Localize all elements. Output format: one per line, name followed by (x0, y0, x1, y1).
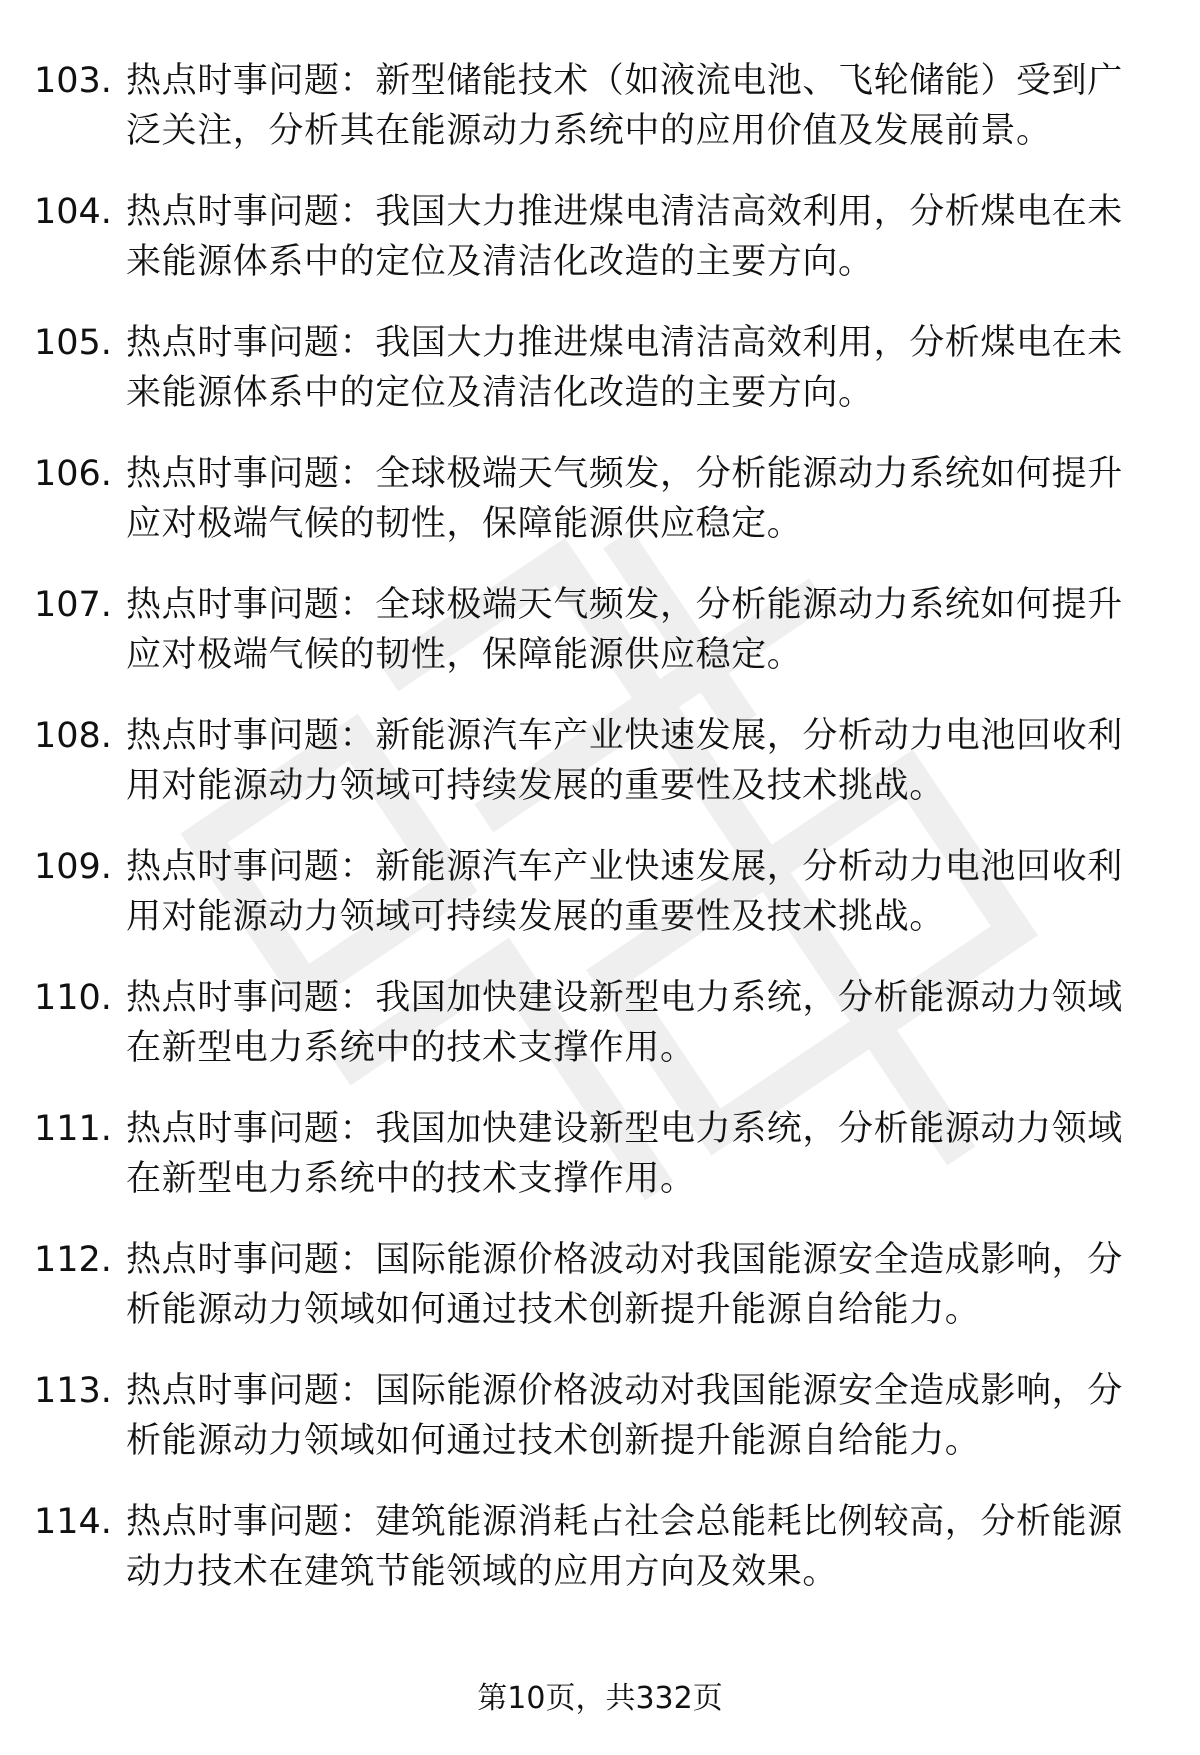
question-number: 105. (34, 323, 112, 363)
question-number: 109. (34, 847, 112, 887)
question-number: 106. (34, 454, 112, 494)
question-text: 热点时事问题：我国大力推进煤电清洁高效利用，分析煤电在未来能源体系中的定位及清洁化改造的主要方向。 (126, 323, 1123, 413)
question-item-103 (34, 56, 1154, 187)
question-number: 114. (34, 1502, 112, 1542)
question-item-110 (34, 973, 1154, 1104)
page-number-label: 第10页，共332页 (477, 1681, 723, 1716)
question-item-114 (34, 1497, 1154, 1628)
question-number: 113. (34, 1371, 112, 1411)
question-item-111 (34, 1104, 1154, 1235)
question-text: 热点时事问题：建筑能源消耗占社会总能耗比例较高，分析能源动力技术在建筑节能领域的应用方向及效果。 (126, 1502, 1123, 1592)
question-item-105 (34, 318, 1154, 449)
question-text: 热点时事问题：国际能源价格波动对我国能源安全造成影响，分析能源动力领域如何通过技术创新提升能源自给能力。 (126, 1240, 1123, 1330)
question-text: 热点时事问题：全球极端天气频发，分析能源动力系统如何提升应对极端气候的韧性，保障能源供应稳定。 (126, 585, 1123, 675)
question-text: 热点时事问题：新能源汽车产业快速发展，分析动力电池回收利用对能源动力领域可持续发展的重要性及技术挑战。 (126, 847, 1123, 937)
question-item-106 (34, 449, 1154, 580)
page-footer (0, 1677, 1200, 1721)
question-text: 热点时事问题：新能源汽车产业快速发展，分析动力电池回收利用对能源动力领域可持续发展的重要性及技术挑战。 (126, 716, 1123, 806)
question-item-104 (34, 187, 1154, 318)
question-number: 110. (34, 978, 112, 1018)
question-number: 112. (34, 1240, 112, 1280)
question-text: 热点时事问题：新型储能技术（如液流电池、飞轮储能）受到广泛关注，分析其在能源动力系统中的应用价值及发展前景。 (126, 61, 1123, 151)
question-item-108 (34, 711, 1154, 842)
question-item-112 (34, 1235, 1154, 1366)
question-number: 104. (34, 192, 112, 232)
question-list (34, 56, 1154, 1628)
question-item-109 (34, 842, 1154, 973)
question-number: 107. (34, 585, 112, 625)
question-text: 热点时事问题：我国大力推进煤电清洁高效利用，分析煤电在未来能源体系中的定位及清洁化改造的主要方向。 (126, 192, 1123, 282)
question-item-107 (34, 580, 1154, 711)
question-number: 111. (34, 1109, 112, 1149)
question-number: 103. (34, 61, 112, 101)
question-number: 108. (34, 716, 112, 756)
question-text: 热点时事问题：我国加快建设新型电力系统，分析能源动力领域在新型电力系统中的技术支撑作用。 (126, 1109, 1123, 1199)
question-text: 热点时事问题：全球极端天气频发，分析能源动力系统如何提升应对极端气候的韧性，保障能源供应稳定。 (126, 454, 1123, 544)
question-text: 热点时事问题：国际能源价格波动对我国能源安全造成影响，分析能源动力领域如何通过技术创新提升能源自给能力。 (126, 1371, 1123, 1461)
question-item-113 (34, 1366, 1154, 1497)
question-text: 热点时事问题：我国加快建设新型电力系统，分析能源动力领域在新型电力系统中的技术支撑作用。 (126, 978, 1123, 1068)
